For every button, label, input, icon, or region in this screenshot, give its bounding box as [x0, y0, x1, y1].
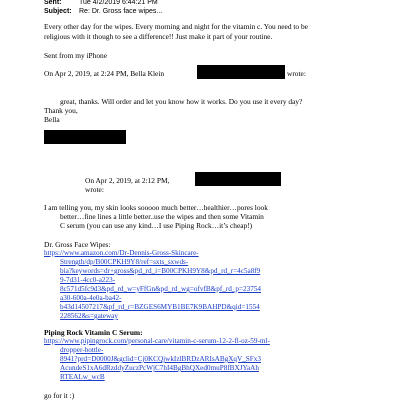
product1-link-line: bia?keywords=dr+gross&pd_rd_i=B00CPKH9Y8&pd_rd_r=4c5a8f9: [60, 267, 261, 275]
subject-value: Re: Dr. Gross face wipes...: [79, 8, 163, 15]
quote2-attribution-end: wrote:: [85, 185, 104, 194]
product2-link[interactable]: [44, 337, 270, 382]
message-signature: Sent from my iPhone: [44, 51, 108, 60]
product2-link-line: dropper-bottle-: [60, 346, 104, 354]
product1-link-line: b43d14507217&pf_rd_r=BZGES6MYB1BE7K9BAHPD&qid=1554: [60, 303, 260, 311]
product1-link-line: a30-600a-4e0a-ba42-: [60, 294, 122, 302]
product2-link-line: https://www.pipingrock.com/personal-care/vitamin-c-serum-12-2-fl-oz-59-ml-: [44, 337, 270, 345]
subject-label: Subject:: [44, 8, 72, 15]
product1-link-line: 8c571d5fc9d3&pd_rd_w=yFfGn&pd_rd_wg=ofvfB&pf_rd_p=23754: [60, 285, 262, 293]
product1-link-line: https://www.amazon.com/Dr-Dennis-Gross-Skincare-: [44, 249, 199, 257]
sent-label: Sent:: [44, 0, 62, 6]
quote1-line-1: great, thanks. Will order and let you know how it works. Do you use it every day?: [60, 97, 303, 106]
product2-link-line: 8941?prd=D0000J&gclid=Cj0KCQjwkIzlBRDzARIsABgXqV_SFx3: [60, 355, 261, 363]
sent-value: Tue 4/2/2019 6:44:21 PM: [79, 0, 158, 6]
product1-link-line: 228562&s=gateway: [60, 312, 118, 320]
quote1-attribution-end: wrote:: [287, 69, 306, 78]
product1-link-line: Strength/dp/B00CPKH9Y8/ref=sxts_sxwds-: [60, 258, 189, 266]
closing-line: go for it :): [44, 391, 75, 400]
product1-link-line: 9-7d31-4cc0-a223-: [60, 276, 116, 284]
quote2-para-line-3: C serum (you can use any kind…I use Piping Rock…it’s cheap!): [60, 221, 253, 230]
product2-link-line: AcundeS1xA6dRzddyZuczPcWjC7hI4BgBhQXed0muP8fBXJYaAh: [60, 364, 259, 372]
product2-heading: Piping Rock Vitamin C Serum:: [44, 328, 143, 337]
redaction-block: [197, 65, 285, 79]
quote2-para-line-2: better…fine lines a little better..use the wipes and then some Vitamin: [60, 212, 264, 221]
quote2-attribution: On Apr 2, 2019, at 2:12 PM,: [85, 176, 170, 185]
redaction-block: [44, 130, 126, 144]
message-line-2: religious with it though to see a difference!! Just make it part of your routine.: [44, 32, 273, 41]
product1-link[interactable]: [44, 249, 261, 321]
quote2-para-line-1: I am telling you, my skin looks sooooo much better…healthier…pores look: [44, 203, 268, 212]
quote1-name: Bella: [44, 115, 60, 124]
product2-link-line: RTEALw_wcB: [60, 373, 105, 381]
redaction-block: [195, 172, 281, 186]
product1-heading: Dr. Gross Face Wipes:: [44, 240, 111, 249]
message-line-1: Every other day for the wipes. Every morning and night for the vitamin c. You need to be: [44, 22, 308, 31]
quote1-attribution: On Apr 2, 2019, at 2:24 PM, Bella Klein: [44, 69, 165, 78]
quote1-thanks: Thank you,: [44, 106, 78, 115]
